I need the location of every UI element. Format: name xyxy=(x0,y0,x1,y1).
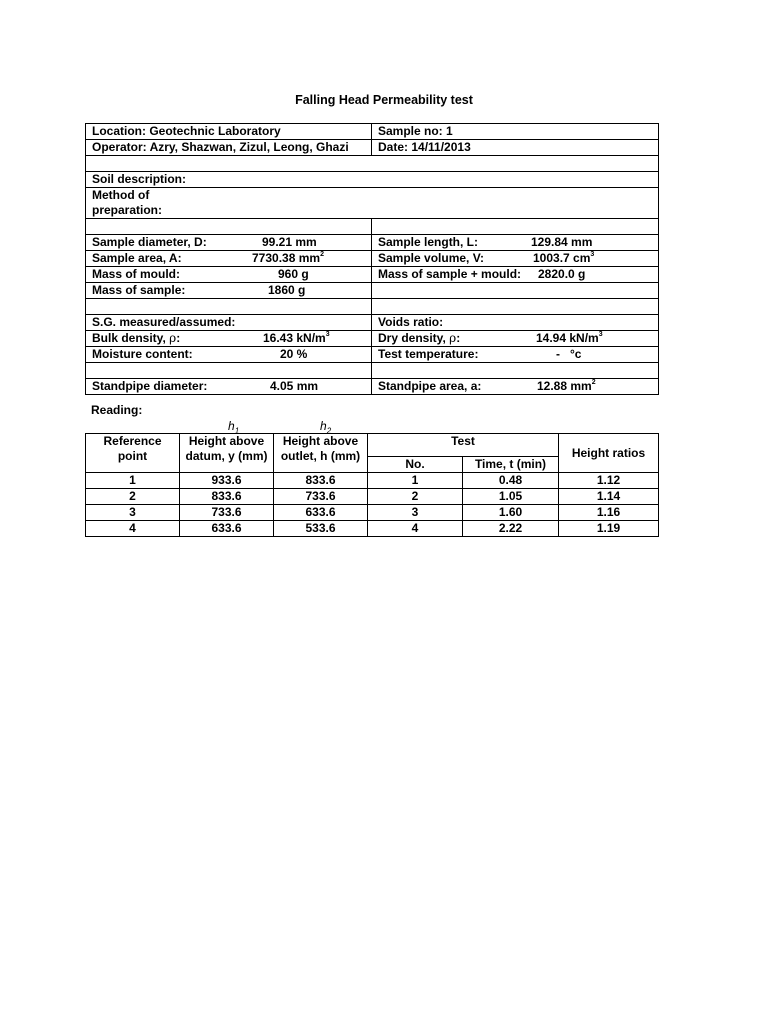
cell-ref: 1 xyxy=(86,473,180,489)
cell-y: 933.6 xyxy=(180,473,274,489)
test-temperature-label: Test temperature: xyxy=(378,347,479,361)
cell-no: 3 xyxy=(368,505,463,521)
sample-diameter-label: Sample diameter, D: xyxy=(92,235,207,249)
cell-h: 633.6 xyxy=(274,505,368,521)
mass-of-mould-cell xyxy=(86,267,372,283)
standpipe-diameter-label: Standpipe diameter: xyxy=(92,379,208,393)
sample-length-label: Sample length, L: xyxy=(378,235,479,249)
voids-ratio-cell: Voids ratio: xyxy=(372,315,659,331)
readings-table xyxy=(85,433,659,537)
height-ratios-header: Height ratios xyxy=(559,434,659,473)
standpipe-diameter-value: 4.05 mm xyxy=(270,379,319,393)
moisture-content-cell xyxy=(86,347,372,363)
sample-volume-cell xyxy=(372,251,659,267)
sample-area-unit-exponent: 2 xyxy=(320,251,324,258)
cell-t: 1.05 xyxy=(463,489,559,505)
bulk-density-unit-exponent: 3 xyxy=(325,331,330,338)
cell-y: 733.6 xyxy=(180,505,274,521)
table-row xyxy=(86,505,659,521)
sample-length-value: 129.84 mm xyxy=(531,235,593,249)
mass-of-mould-value: 960 g xyxy=(278,267,309,281)
moisture-content-value: 20 % xyxy=(280,347,308,361)
table-row xyxy=(86,521,659,537)
cell-ratio: 1.16 xyxy=(559,505,659,521)
dry-density-cell xyxy=(372,331,659,347)
standpipe-diameter-cell xyxy=(86,379,372,395)
cell-y: 833.6 xyxy=(180,489,274,505)
test-temperature-cell xyxy=(372,347,659,363)
sample-area-value: 7730.38 mm xyxy=(252,251,321,265)
bulk-density-cell xyxy=(86,331,372,347)
mass-sample-mould-cell xyxy=(372,267,659,283)
cell-t: 0.48 xyxy=(463,473,559,489)
reading-label: Reading: xyxy=(91,403,143,417)
no-header: No. xyxy=(368,457,463,473)
sample-volume-value: 1003.7 cm xyxy=(533,251,591,265)
cell-t: 2.22 xyxy=(463,521,559,537)
spacer-row xyxy=(86,363,659,379)
bulk-density-value: 16.43 kN/m xyxy=(263,331,326,345)
date-cell: Date: 14/11/2013 xyxy=(372,140,659,156)
test-temperature-value: - °c xyxy=(556,347,582,361)
mass-of-sample-value: 1860 g xyxy=(268,283,306,297)
table-row xyxy=(86,235,659,251)
sample-area-label: Sample area, A: xyxy=(92,251,182,265)
standpipe-area-unit-exponent: 2 xyxy=(591,379,596,386)
table-row xyxy=(86,251,659,267)
header-row xyxy=(86,434,659,457)
document-title: Falling Head Permeability test xyxy=(295,93,473,107)
cell-ratio: 1.12 xyxy=(559,473,659,489)
table-row xyxy=(86,188,659,219)
sample-no-cell: Sample no: 1 xyxy=(372,124,659,140)
sample-diameter-cell xyxy=(86,235,372,251)
readings-body xyxy=(86,473,659,537)
table-row xyxy=(86,267,659,283)
cell-h: 833.6 xyxy=(274,473,368,489)
table-row xyxy=(86,379,659,395)
h1-label: $h_1$ xyxy=(228,419,240,436)
mass-sample-mould-value: 2820.0 g xyxy=(538,267,586,281)
soil-description-cell: Soil description: xyxy=(86,172,659,188)
height-datum-header: Height above datum, y (mm) xyxy=(180,434,274,473)
table-row xyxy=(86,140,659,156)
dry-density-unit-exponent: 3 xyxy=(598,331,603,338)
h2-label: $h_2$ xyxy=(320,419,332,436)
cell-y: 633.6 xyxy=(180,521,274,537)
standpipe-area-label: Standpipe area, a: xyxy=(378,379,482,393)
mass-of-sample-cell xyxy=(86,283,372,299)
table-row xyxy=(86,331,659,347)
table-row xyxy=(86,283,659,299)
standpipe-area-value: 12.88 mm xyxy=(537,379,592,393)
rho-symbol: ρ xyxy=(169,331,177,345)
table-row xyxy=(86,315,659,331)
operator-cell: Operator: Azry, Shazwan, Zizul, Leong, Ghazi xyxy=(86,140,372,156)
sample-volume-label: Sample volume, V: xyxy=(378,251,485,265)
method-label-line1: Method of xyxy=(92,188,150,202)
time-header: Time, t (min) xyxy=(463,457,559,473)
sample-info-table xyxy=(85,123,659,395)
cell-ref: 3 xyxy=(86,505,180,521)
height-outlet-header: Height above outlet, h (mm) xyxy=(274,434,368,473)
cell-no: 2 xyxy=(368,489,463,505)
mass-of-mould-label: Mass of mould: xyxy=(92,267,181,281)
method-label-line2: preparation: xyxy=(92,203,163,217)
sample-length-cell xyxy=(372,235,659,251)
rho-symbol: ρ xyxy=(449,331,457,345)
cell-ref: 2 xyxy=(86,489,180,505)
empty-cell xyxy=(372,283,659,299)
mass-of-sample-label: Mass of sample: xyxy=(92,283,186,297)
sample-volume-unit-exponent: 3 xyxy=(590,251,595,258)
table-row xyxy=(86,489,659,505)
standpipe-area-cell xyxy=(372,379,659,395)
table-row xyxy=(86,172,659,188)
cell-h: 733.6 xyxy=(274,489,368,505)
cell-h: 533.6 xyxy=(274,521,368,537)
spacer-row xyxy=(86,219,659,235)
table-row xyxy=(86,124,659,140)
table-row xyxy=(86,473,659,489)
test-header: Test xyxy=(368,434,559,457)
dry-density-label: Dry density, ρ: xyxy=(378,331,461,345)
cell-no: 4 xyxy=(368,521,463,537)
sg-cell: S.G. measured/assumed: xyxy=(86,315,372,331)
cell-no: 1 xyxy=(368,473,463,489)
bulk-density-label: Bulk density, ρ: xyxy=(92,331,181,345)
spacer-row xyxy=(86,156,659,172)
spacer-row xyxy=(86,299,659,315)
cell-ref: 4 xyxy=(86,521,180,537)
reference-point-header: Reference point xyxy=(86,434,180,473)
cell-t: 1.60 xyxy=(463,505,559,521)
table-row xyxy=(86,347,659,363)
cell-ratio: 1.14 xyxy=(559,489,659,505)
moisture-content-label: Moisture content: xyxy=(92,347,193,361)
dry-density-value: 14.94 kN/m xyxy=(536,331,599,345)
location-cell: Location: Geotechnic Laboratory xyxy=(86,124,372,140)
method-of-preparation-cell xyxy=(86,188,659,219)
cell-ratio: 1.19 xyxy=(559,521,659,537)
mass-sample-mould-label: Mass of sample + mould: xyxy=(378,267,522,281)
sample-diameter-value: 99.21 mm xyxy=(262,235,317,249)
sample-area-cell xyxy=(86,251,372,267)
